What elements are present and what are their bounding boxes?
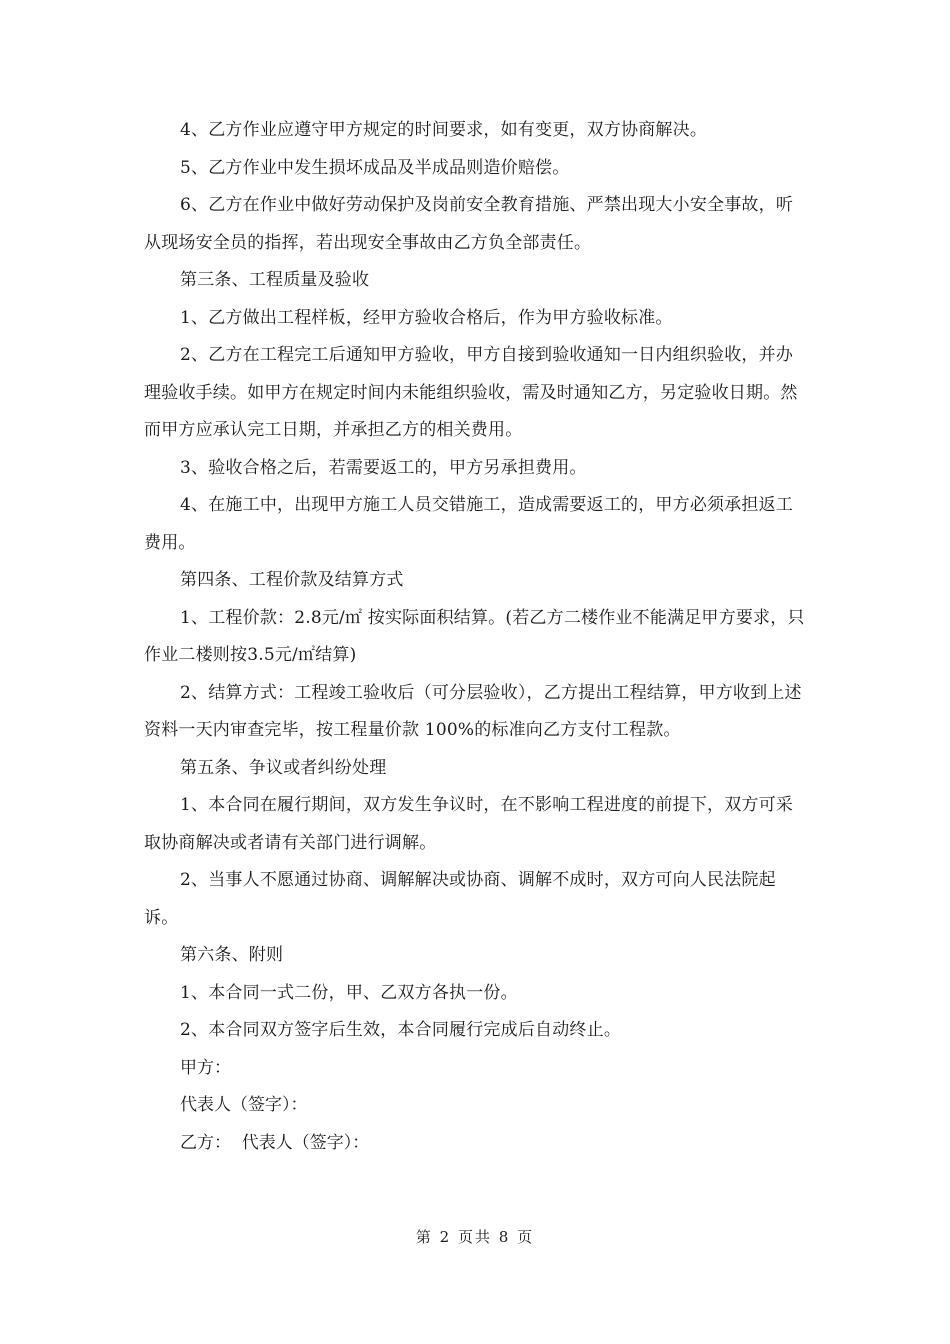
paragraph: 6、乙方在作业中做好劳动保护及岗前安全教育措施、严禁出现大小安全事故，听从现场安全员的指挥，若出现安全事故由乙方负全部责任。 (144, 195, 794, 253)
paragraph: 1、本合同一式二份，甲、乙双方各执一份。 (180, 982, 518, 1003)
paragraph: 1、工程价款：2.8元/㎡ 按实际面积结算。(若乙方二楼作业不能满足甲方要求，只作业二楼则按3.5元/㎡结算) (144, 607, 805, 665)
paragraph: 4、乙方作业应遵守甲方规定的时间要求，如有变更，双方协商解决。 (180, 120, 708, 140)
paragraph: 5、乙方作业中发生损坏成品及半成品则造价赔偿。 (180, 157, 570, 178)
party-b-signature-line: 乙方： 代表人（签字）： (180, 1132, 370, 1153)
paragraph: 2、乙方在工程完工后通知甲方验收，甲方自接到验收通知一日内组织验收，并办理验收手续。如甲方在规定时间内未能组织验收，需及时通知乙方，另定验收日期。然而甲方应承认完工日期，并承担乙方的相关费用。 (144, 345, 798, 440)
party-a-label: 甲方： (180, 1057, 231, 1078)
paragraph: 2、本合同双方签字后生效，本合同履行完成后自动终止。 (180, 1020, 622, 1040)
paragraph: 2、结算方式：工程竣工验收后（可分层验收），乙方提出工程结算，甲方收到上述资料一天内审查完毕，按工程量价款 100%的标准向乙方支付工程款。 (144, 682, 802, 740)
paragraph: 4、在施工中，出现甲方施工人员交错施工，造成需要返工的，甲方必须承担返工费用。 (144, 495, 794, 553)
document-body (144, 112, 808, 1162)
paragraph: 2、当事人不愿通过协商、调解解决或协商、调解不成时，双方可向人民法院起诉。 (144, 870, 776, 928)
section-heading: 第三条、工程质量及验收 (180, 270, 370, 290)
paragraph: 1、本合同在履行期间，双方发生争议时，在不影响工程进度的前提下，双方可采取协商解决或者请有关部门进行调解。 (144, 795, 794, 853)
party-a-representative: 代表人（签字）： (180, 1095, 308, 1115)
paragraph: 3、验收合格之后，若需要返工的，甲方另承担费用。 (180, 457, 587, 478)
paragraph: 1、乙方做出工程样板，经甲方验收合格后，作为甲方验收标准。 (180, 307, 673, 328)
section-heading: 第四条、工程价款及结算方式 (180, 570, 404, 590)
page-number-footer: 第 2 页共 8 页 (415, 1228, 535, 1246)
section-heading: 第五条、争议或者纠纷处理 (180, 757, 387, 778)
section-heading: 第六条、附则 (180, 945, 284, 965)
